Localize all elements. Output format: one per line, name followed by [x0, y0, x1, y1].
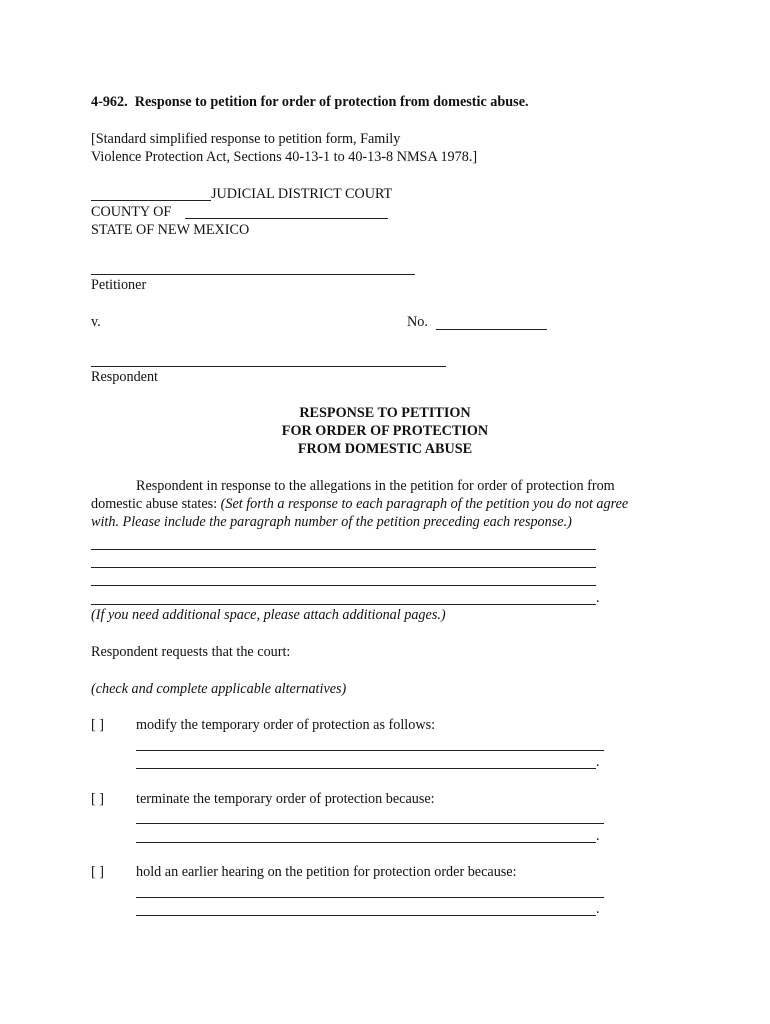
- modify-line[interactable]: [136, 750, 604, 751]
- rule-title-text: Response to petition for order of protection from domestic abuse.: [134, 94, 529, 110]
- option-checkbox-earlier-hearing[interactable]: [ ]: [91, 864, 104, 880]
- intro-line3: with. Please include the paragraph number of the petition preceding each response.): [91, 514, 572, 530]
- rule-number: 4-962.: [91, 94, 128, 110]
- additional-space-note: (If you need additional space, please attach additional pages.): [91, 607, 446, 623]
- intro-line2: [91, 496, 628, 513]
- terminate-line[interactable]: [136, 823, 604, 824]
- case-number-blank[interactable]: [436, 329, 547, 330]
- heading-line2: FOR ORDER OF PROTECTION: [281, 423, 489, 439]
- period-mark: .: [596, 590, 600, 606]
- county-blank[interactable]: [185, 218, 388, 219]
- option-label-earlier-hearing: hold an earlier hearing on the petition for protection order because:: [136, 864, 517, 880]
- intro-line2-italic: (Set forth a response to each paragraph of the petition you do not agree: [220, 496, 629, 512]
- county-label: COUNTY OF: [91, 204, 172, 220]
- court-name: JUDICIAL DISTRICT COURT: [211, 186, 393, 202]
- response-line[interactable]: [91, 567, 596, 568]
- option-checkbox-terminate[interactable]: [ ]: [91, 791, 104, 807]
- heading-line1: RESPONSE TO PETITION: [299, 405, 471, 421]
- petitioner-blank[interactable]: [91, 274, 415, 275]
- heading-line3: FROM DOMESTIC ABUSE: [297, 441, 473, 457]
- terminate-line[interactable]: [136, 842, 596, 843]
- option-label-modify: modify the temporary order of protection as follows:: [136, 717, 436, 733]
- period-mark: .: [596, 754, 600, 770]
- response-line[interactable]: [91, 604, 596, 605]
- check-instructions: (check and complete applicable alternatives): [91, 681, 347, 697]
- case-number-label: No.: [407, 314, 428, 330]
- intro-line2-plain: domestic abuse states:: [91, 496, 218, 512]
- option-checkbox-modify[interactable]: [ ]: [91, 717, 104, 733]
- respondent-label: Respondent: [91, 369, 158, 385]
- rule-title: [91, 94, 529, 111]
- district-blank[interactable]: [91, 200, 211, 201]
- modify-line[interactable]: [136, 768, 596, 769]
- intro-line1: Respondent in response to the allegations in the petition for order of protection from: [136, 478, 615, 494]
- earlier-hearing-line[interactable]: [136, 915, 596, 916]
- respondent-blank[interactable]: [91, 366, 446, 367]
- response-line[interactable]: [91, 585, 596, 586]
- versus-label: v.: [91, 314, 101, 330]
- period-mark: .: [596, 828, 600, 844]
- requests-label: Respondent requests that the court:: [91, 644, 291, 660]
- period-mark: .: [596, 901, 600, 917]
- rule-note-line1: [Standard simplified response to petition form, Family: [91, 131, 401, 147]
- response-line[interactable]: [91, 549, 596, 550]
- petitioner-label: Petitioner: [91, 277, 147, 293]
- earlier-hearing-line[interactable]: [136, 897, 604, 898]
- rule-note-line2: Violence Protection Act, Sections 40-13-1 to 40-13-8 NMSA 1978.]: [91, 149, 478, 165]
- state-label: STATE OF NEW MEXICO: [91, 222, 250, 238]
- option-label-terminate: terminate the temporary order of protection because:: [136, 791, 435, 807]
